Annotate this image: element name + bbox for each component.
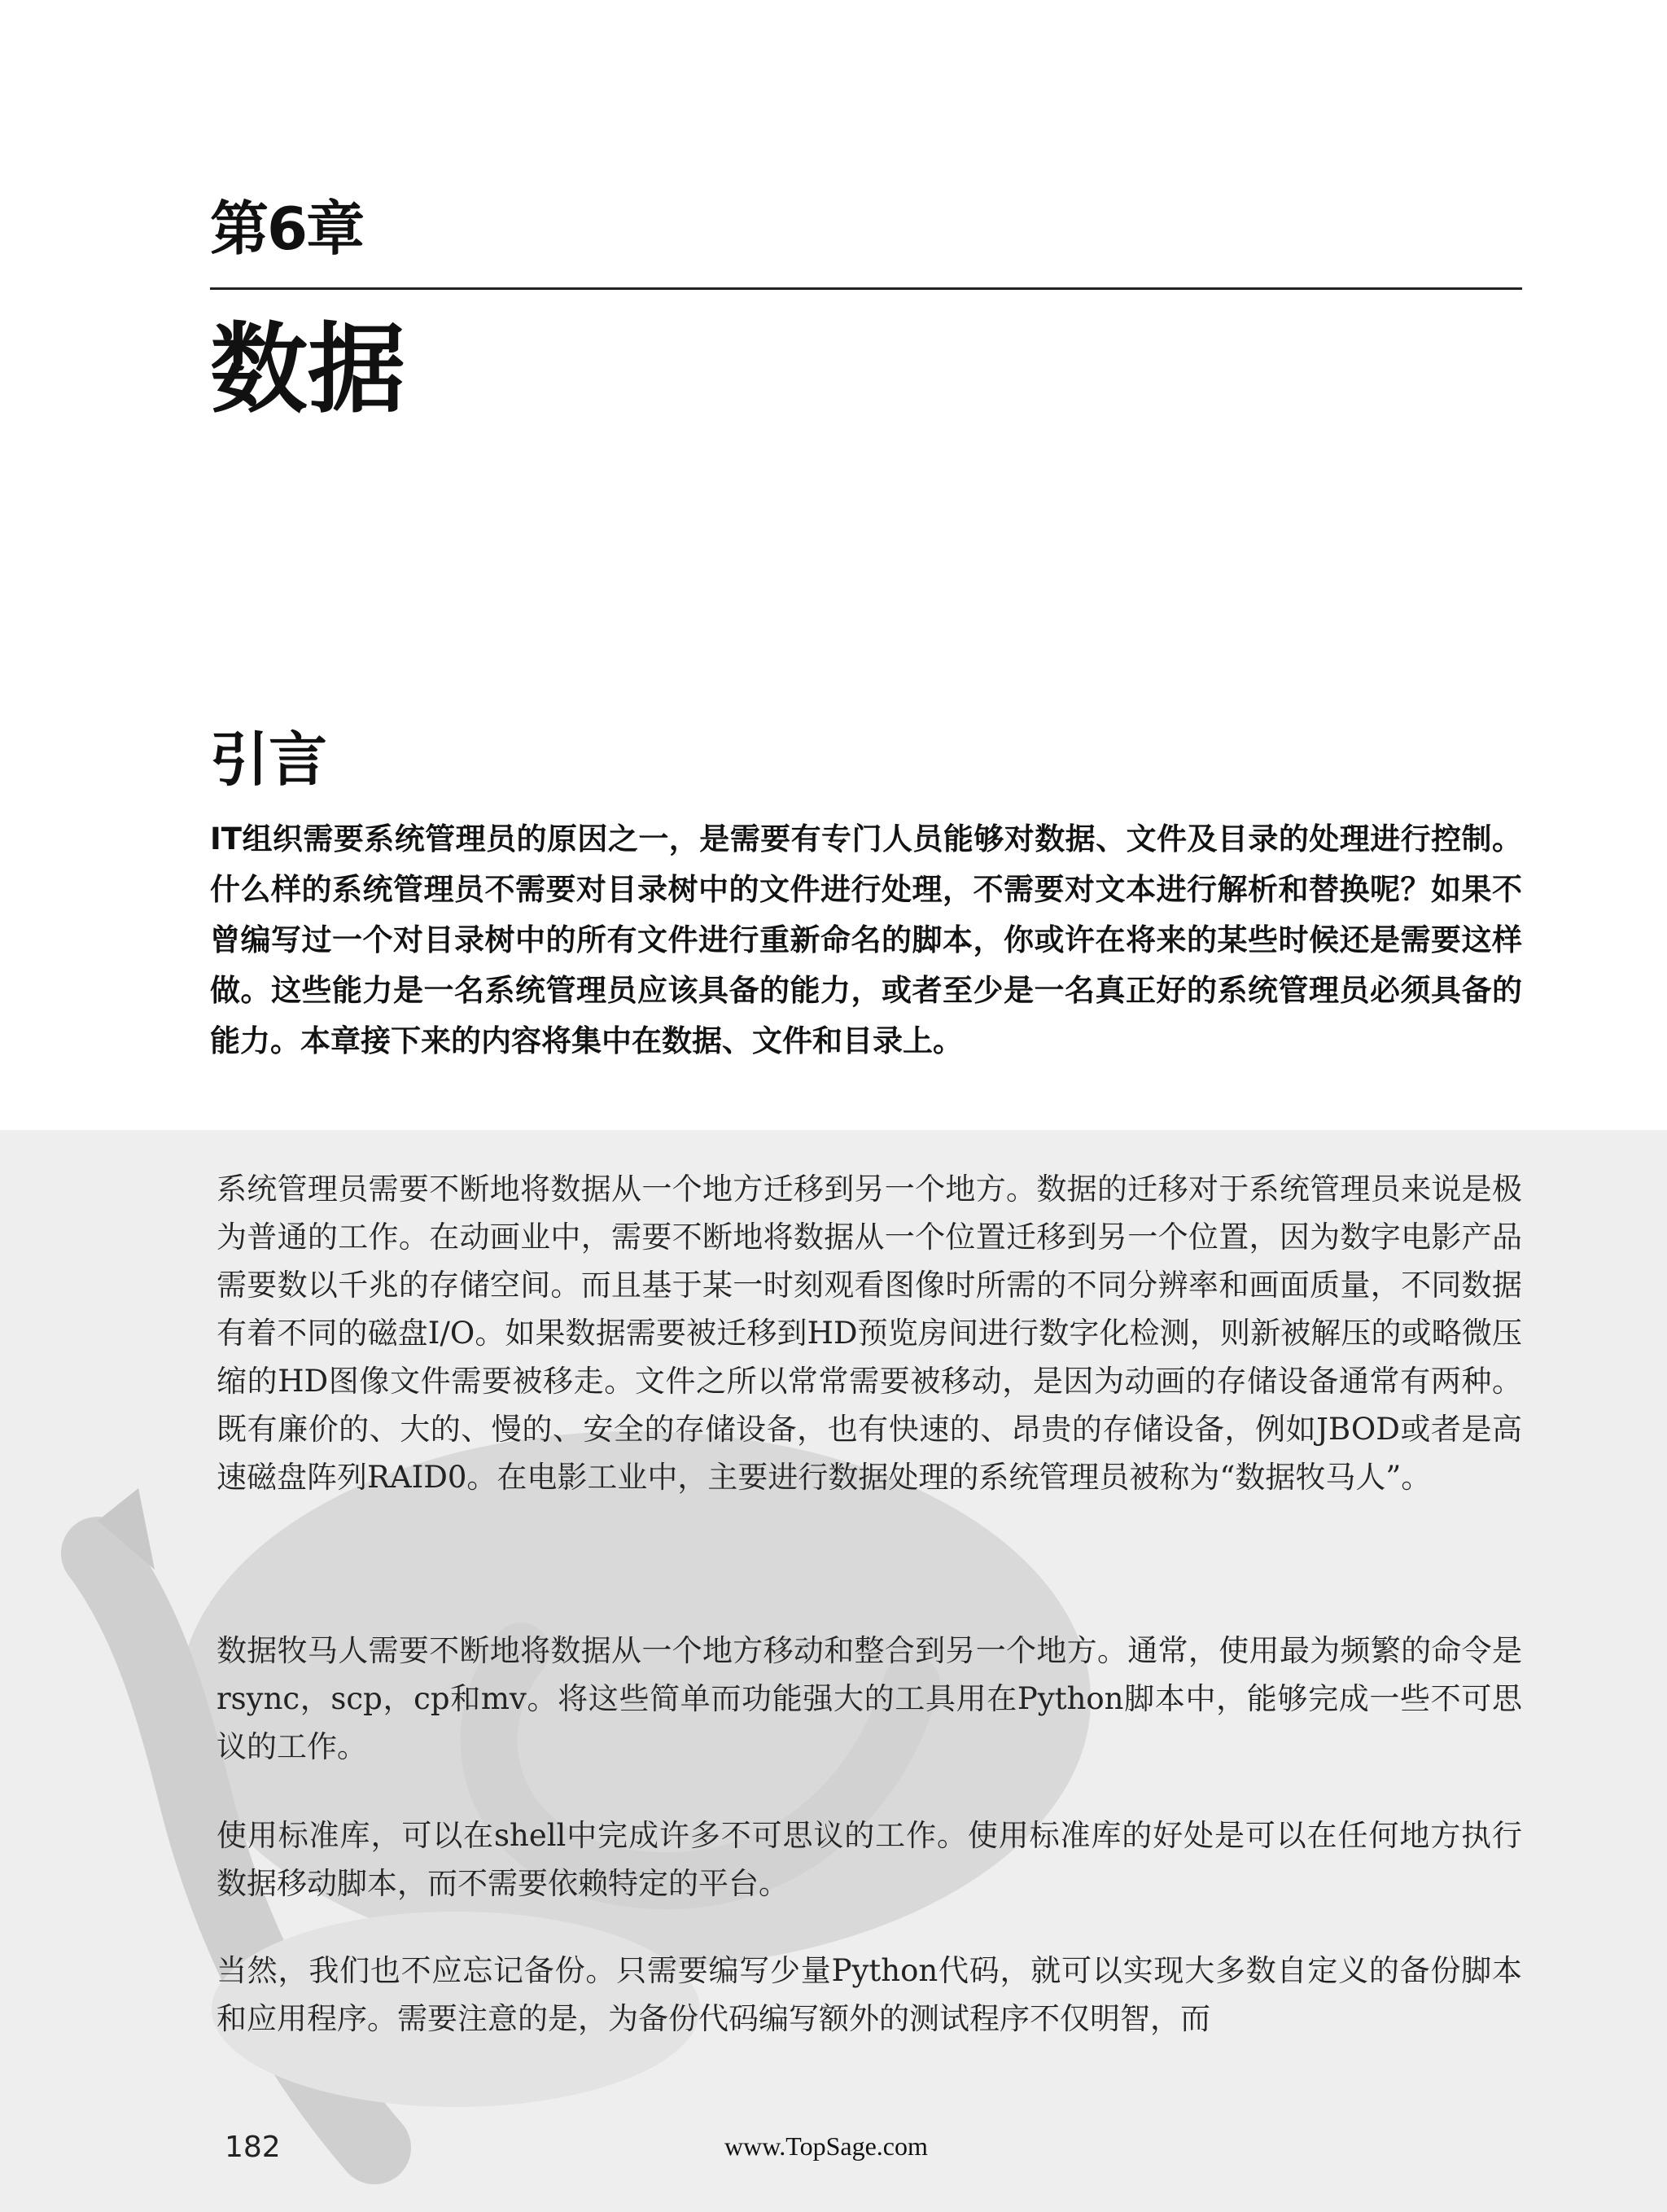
page-number: 182 [225,2131,281,2164]
section-heading: 引言 [210,725,328,794]
chapter-label: 第6章 [210,195,364,263]
body-paragraph-3: 使用标准库，可以在shell中完成许多不可思议的工作。使用标准库的好处是可以在任何地方执行数据移动脚本，而不需要依赖特定的平台。 [217,1818,1522,1901]
intro-paragraph: IT组织需要系统管理员的原因之一，是需要有专门人员能够对数据、文件及目录的处理进行控制。什么样的系统管理员不需要对目录树中的文件进行处理，不需要对文本进行解析和替换呢？如果不曾编写过一个对目录树中的所有文件进行重新命名的脚本，你或许在将来的某些时候还是需要这样做。这些能力是一名系统管理员应该具备的能力，或者至少是一名真正好的系统管理员必须具备的能力。本章接下来的内容将集中在数据、文件和目录上。 [210,821,1522,1058]
chapter-divider [210,287,1522,290]
footer-url: www.TopSage.com [724,2131,928,2161]
body-paragraph-4: 当然，我们也不应忘记备份。只需要编写少量Python代码，就可以实现大多数自定义的备份脚本和应用程序。需要注意的是，为备份代码编写额外的测试程序不仅明智，而 [217,1953,1522,2036]
chapter-title: 数据 [210,313,405,427]
body-paragraph-2: 数据牧马人需要不断地将数据从一个地方移动和整合到另一个地方。通常，使用最为频繁的命令是rsync，scp，cp和mv。将这些简单而功能强大的工具用在Python脚本中，能够完成一些不可思议的工作。 [217,1633,1522,1764]
body-paragraph-1: 系统管理员需要不断地将数据从一个地方迁移到另一个地方。数据的迁移对于系统管理员来说是极为普通的工作。在动画业中，需要不断地将数据从一个位置迁移到另一个位置，因为数字电影产品需要数以千兆的存储空间。而且基于某一时刻观看图像时所需的不同分辨率和画面质量，不同数据有着不同的磁盘I/O。如果数据需要被迁移到HD预览房间进行数字化检测，则新被解压的或略微压缩的HD图像文件需要被移走。文件之所以常常需要被移动，是因为动画的存储设备通常有两种。既有廉价的、大的、慢的、安全的存储设备，也有快速的、昂贵的存储设备，例如JBOD或者是高速磁盘阵列RAID0。在电影工业中，主要进行数据处理的系统管理员被称为“数据牧马人”。 [217,1172,1522,1495]
